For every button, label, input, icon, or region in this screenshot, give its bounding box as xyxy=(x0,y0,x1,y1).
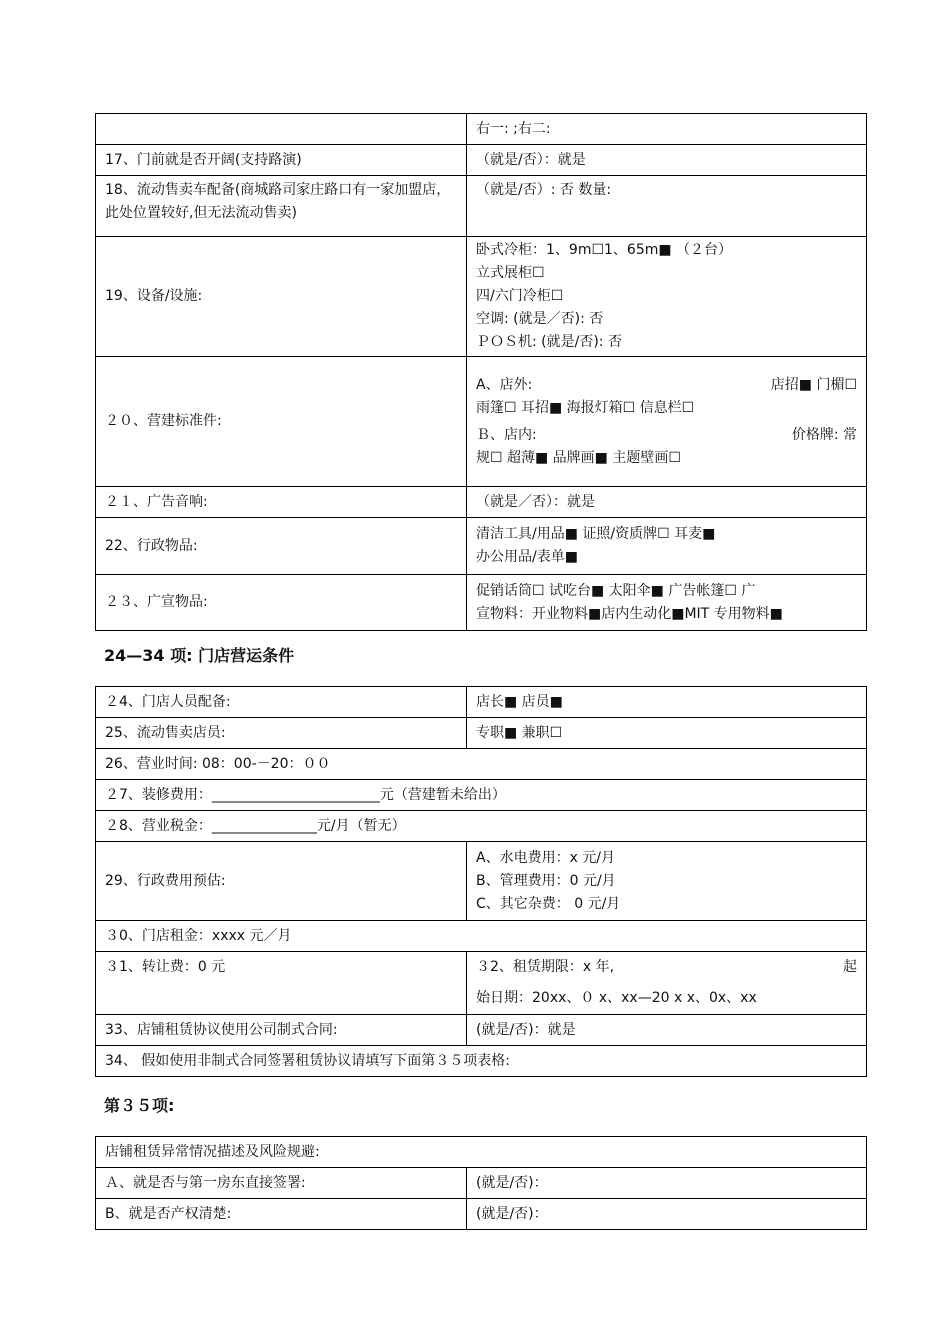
section-title-item-35: 第３５项: xyxy=(104,1096,175,1115)
table-row xyxy=(96,952,867,1015)
promo-items-line: 宣物料：开业物料■店内生动化■MIT 专用物料■ xyxy=(476,605,783,622)
admin-items-line: 办公用品/表单■ xyxy=(476,549,578,565)
label-item-21: ２１、广告音响: xyxy=(96,487,467,518)
item-28-business-tax: ２8、营业税金：_______________元/月（暂无） xyxy=(96,811,867,842)
admin-cost-line: A、水电费用：x 元/月 xyxy=(476,849,616,866)
exterior-label: A、店外: xyxy=(476,376,533,393)
admin-cost-line: C、其它杂费： 0 元/月 xyxy=(476,895,621,912)
exterior-line xyxy=(476,374,857,397)
item-30-rent: ３0、门店租金：xxxx 元／月 xyxy=(96,921,867,952)
table-cell-empty xyxy=(96,114,467,145)
table-row xyxy=(96,1168,867,1199)
value-item-21: （就是／否）：就是 xyxy=(467,487,867,518)
table-row xyxy=(96,1046,867,1077)
value-item-19 xyxy=(467,237,867,357)
table-row xyxy=(96,749,867,780)
interior-line xyxy=(476,424,857,447)
lease-start-date: 始日期：20xx、０ x、xx—20 x x、0x、xx xyxy=(476,990,757,1006)
promo-items-line: 促销话筒☐ 试吃台■ 太阳伞■ 广告帐篷☐ 广 xyxy=(476,582,756,599)
label-item-19: 19、设备/设施: xyxy=(96,237,467,357)
value-item-a: (就是/否)： xyxy=(467,1168,867,1199)
label-item-22: 22、行政物品: xyxy=(96,518,467,575)
label-item-33: 33、店铺租赁协议使用公司制式合同: xyxy=(96,1015,467,1046)
table-row xyxy=(96,518,867,575)
exterior-options-line2: 雨篷☐ 耳招■ 海报灯箱☐ 信息栏☐ xyxy=(476,399,695,416)
interior-options-line2: 规☐ 超薄■ 品牌画■ 主题壁画☐ xyxy=(476,449,681,466)
table-row xyxy=(96,176,867,237)
item-34-non-standard-contract: 34、 假如使用非制式合同签署租赁协议请填写下面第３５项表格: xyxy=(96,1046,867,1077)
label-item-31: ３1、转让费：0 元 xyxy=(96,952,467,1015)
table-row xyxy=(96,237,867,357)
item-26-business-hours: 26、营业时间: 08：00-－20：００ xyxy=(96,749,867,780)
value-item-b: (就是/否)： xyxy=(467,1199,867,1230)
label-item-b: B、就是否产权清楚: xyxy=(96,1199,467,1230)
table-store-operations xyxy=(95,686,867,1077)
value-item-20 xyxy=(467,357,867,487)
table-row xyxy=(96,1015,867,1046)
table-row xyxy=(96,842,867,921)
equipment-line: 卧式冷柜：1、9m☐1、65m■ （２台） xyxy=(476,242,733,258)
equipment-line: 立式展柜☐ xyxy=(476,265,545,281)
lease-term-label: ３2、租赁期限：x 年, xyxy=(476,959,615,975)
table-row xyxy=(96,921,867,952)
table-row xyxy=(96,145,867,176)
interior-label: Ｂ、店内: xyxy=(476,426,537,443)
lease-risk-header: 店铺租赁异常情况描述及风险规避: xyxy=(96,1137,867,1168)
value-item-22 xyxy=(467,518,867,575)
label-item-29: 29、行政费用预估: xyxy=(96,842,467,921)
table-row xyxy=(96,575,867,631)
admin-cost-line: B、管理费用：0 元/月 xyxy=(476,872,616,889)
table-row xyxy=(96,1137,867,1168)
table-row xyxy=(96,1199,867,1230)
table-row xyxy=(96,487,867,518)
value-item-32 xyxy=(467,952,867,1015)
label-item-25: 25、流动售卖店员: xyxy=(96,718,467,749)
exterior-options: 店招■ 门楣☐ xyxy=(770,376,857,393)
table-row xyxy=(96,811,867,842)
value-item-17: （就是/否）：就是 xyxy=(467,145,867,176)
table-row xyxy=(96,687,867,718)
label-item-a: Ａ、就是否与第一房东直接签署: xyxy=(96,1168,467,1199)
equipment-line: ＰＯＳ机: (就是/否): 否 xyxy=(476,334,622,350)
label-item-17: 17、门前就是否开阔(支持路演) xyxy=(96,145,467,176)
value-item-23 xyxy=(467,575,867,631)
admin-items-line: 清洁工具/用品■ 证照/资质牌☐ 耳麦■ xyxy=(476,526,716,542)
table-lease-risk xyxy=(95,1136,867,1230)
value-item-24: 店长■ 店员■ xyxy=(467,687,867,718)
interior-options: 价格牌: 常 xyxy=(791,426,857,443)
table-row xyxy=(96,114,867,145)
label-item-24: ２4、门店人员配备: xyxy=(96,687,467,718)
equipment-line: 四/六门冷柜☐ xyxy=(476,288,564,304)
table-row xyxy=(96,780,867,811)
section-title-operations: 24—34 项: 门店营运条件 xyxy=(104,646,295,665)
value-item-18: （就是/否）: 否 数量: xyxy=(467,176,867,237)
item-27-renovation-cost: ２7、装修费用：________________________元（营建暂未给出） xyxy=(96,780,867,811)
value-item-29 xyxy=(467,842,867,921)
value-item-33: (就是/否)：就是 xyxy=(467,1015,867,1046)
table-row xyxy=(96,357,867,487)
table-cell-right-sides: 右一: ;右二: xyxy=(467,114,867,145)
value-item-25: 专职■ 兼职☐ xyxy=(467,718,867,749)
label-item-18: 18、流动售卖车配备(商城路司家庄路口有一家加盟店，此处位置较好,但无法流动售卖) xyxy=(96,176,467,237)
equipment-line: 空调: (就是／否): 否 xyxy=(476,311,604,327)
lease-term-line xyxy=(476,956,857,979)
lease-start-label: 起 xyxy=(843,959,857,975)
table-store-facilities xyxy=(95,113,867,631)
table-row xyxy=(96,718,867,749)
label-item-23: ２３、广宣物品: xyxy=(96,575,467,631)
label-item-20: ２０、营建标准件: xyxy=(96,357,467,487)
